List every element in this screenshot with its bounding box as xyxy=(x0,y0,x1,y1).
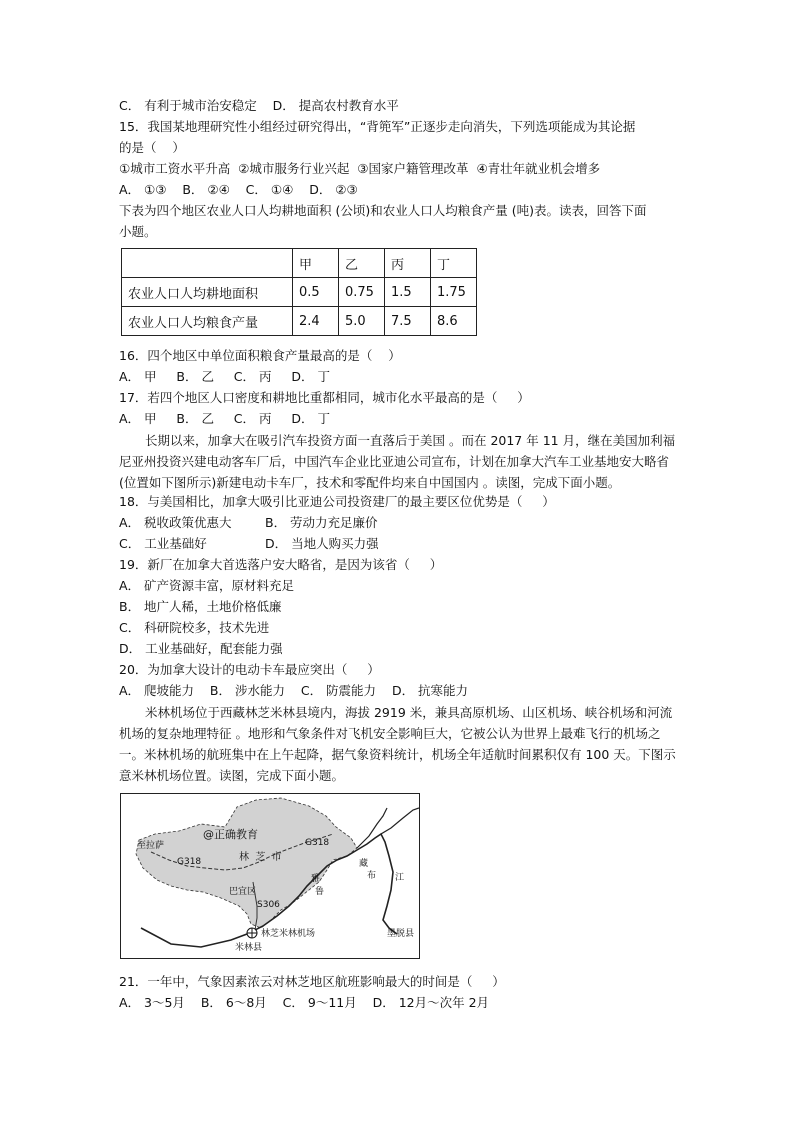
q19-option-b: B． 地广人稀，土地价格低廉 xyxy=(119,599,282,614)
milin-airport-map xyxy=(120,793,420,959)
q21-options: A． 3～5月 B． 6～8月 C． 9～11月 D． 12月～次年 2月 xyxy=(119,995,490,1010)
map-label-bayi: 巴宜区 xyxy=(229,887,257,897)
q18-option-a: A． 税收政策优惠大 xyxy=(119,515,232,530)
q18-stem: 18．与美国相比，加拿大吸引比亚迪公司投资建厂的最主要区位优势是（ ） xyxy=(119,494,555,509)
map-label-linzhi: 林 芝 市 xyxy=(239,852,282,863)
table-header-cell: 丁 xyxy=(431,249,477,278)
q16-options: A． 甲 B． 乙 C． 丙 D． 丁 xyxy=(119,369,330,384)
table-header-cell xyxy=(122,249,293,278)
table-cell: 1.75 xyxy=(431,278,477,307)
q19-option-a: A． 矿产资源丰富，原材料充足 xyxy=(119,578,295,593)
table-cell: 1.5 xyxy=(385,278,431,307)
map-label-medog: 墨脱县 xyxy=(387,929,415,939)
map-label-zangbu-3: 江 xyxy=(395,873,405,883)
map-label-zangbu-2: 布 xyxy=(367,871,377,881)
table-cell: 8.6 xyxy=(431,307,477,336)
table-row xyxy=(122,307,477,336)
q19-option-c: C． 科研院校多，技术先进 xyxy=(119,620,270,635)
q15-options: A． ①③ B． ②④ C． ①④ D． ②③ xyxy=(119,182,358,197)
q17-stem: 17．若四个地区人口密度和耕地比重都相同，城市化水平最高的是（ ） xyxy=(119,390,530,405)
table-row-label: 农业人口人均粮食产量 xyxy=(122,307,293,336)
table-header-cell: 丙 xyxy=(385,249,431,278)
table-cell: 0.5 xyxy=(293,278,339,307)
river-east-branch xyxy=(381,808,419,834)
q19-option-d: D． 工业基础好，配套能力强 xyxy=(119,641,283,656)
table-intro-line1: 下表为四个地区农业人口人均耕地面积 (公顷)和农业人口人均粮食产量 (吨)表。读表，回答下面 xyxy=(119,203,647,218)
table-cell: 7.5 xyxy=(385,307,431,336)
q20-stem: 20．为加拿大设计的电动卡车最应突出（ ） xyxy=(119,662,380,677)
linzhi-region xyxy=(136,798,357,928)
map-watermark: @正确教育 xyxy=(203,828,258,841)
map-label-s306: S306 xyxy=(257,900,280,910)
farming-data-table xyxy=(121,248,477,336)
q19-stem: 19．新厂在加拿大首选落户安大略省，是因为该省（ ） xyxy=(119,557,443,572)
q15-statements: ①城市工资水平升高 ②城市服务行业兴起 ③国家户籍管理改革 ④青壮年就业机会增多 xyxy=(119,161,601,176)
q21-stem: 21．一年中，气象因素浓云对林芝地区航班影响最大的时间是（ ） xyxy=(119,974,505,989)
table-cell: 2.4 xyxy=(293,307,339,336)
canada-passage: 长期以来，加拿大在吸引汽车投资方面一直落后于美国 。而在 2017 年 11 月，继在美国加利福尼亚州投资兴建电动客车厂后，中国汽车企业比亚迪公司宣布，计划在加拿大汽车工业基地安大略省(位置如下图所示)新建电动卡车厂，技术和零配件均来自中国国内 。读图，完成下面小题。 xyxy=(119,433,676,490)
map-label-g318-right: G318 xyxy=(305,838,330,848)
map-label-g318-left: G318 xyxy=(177,857,202,867)
q18-option-d: D． 当地人购买力强 xyxy=(265,536,379,551)
table-row-label: 农业人口人均耕地面积 xyxy=(122,278,293,307)
q15-stem-line1: 15．我国某地理研究性小组经过研究得出，“背篼军”正逐步走向消失，下列选项能成为其论据 xyxy=(119,119,636,134)
table-intro-line2: 小题。 xyxy=(119,224,157,239)
q14-options-cd: C． 有利于城市治安稳定 D． 提高农村教育水平 xyxy=(119,98,399,113)
q18-option-c: C． 工业基础好 xyxy=(119,536,207,551)
q18-option-b: B． 劳动力充足廉价 xyxy=(265,515,378,530)
map-label-airport: 林芝米林机场 xyxy=(261,929,316,939)
map-label-yarlung-2: 鲁 xyxy=(315,887,325,897)
table-header-cell: 乙 xyxy=(339,249,385,278)
table-header-row xyxy=(122,249,477,278)
milin-passage: 米林机场位于西藏林芝米林县境内，海拔 2919 米，兼具高原机场、山区机场、峡谷机场和河流机场的复杂地理特征 。地形和气象条件对飞机安全影响巨大，它被公认为世界上最难飞行的机场之一。米林机场的航班集中在上午起降，据气象资料统计，机场全年适航时间累积仅有 100 天。下图示意米林机场位置。读图，完成下面小题。 xyxy=(119,705,676,783)
map-label-zangbu-1: 藏 xyxy=(359,859,369,869)
q15-stem-line2: 的是（ ） xyxy=(119,140,185,155)
table-row xyxy=(122,278,477,307)
map-label-yarlung-1: 雅 xyxy=(311,874,321,884)
q20-options: A． 爬坡能力 B． 涉水能力 C． 防震能力 D． 抗寒能力 xyxy=(119,683,469,698)
map-label-milin-county: 米林县 xyxy=(235,943,263,953)
table-header-cell: 甲 xyxy=(293,249,339,278)
map-label-to-lhasa: 至拉萨 xyxy=(137,841,165,851)
table-cell: 0.75 xyxy=(339,278,385,307)
q16-stem: 16．四个地区中单位面积粮食产量最高的是（ ） xyxy=(119,348,401,363)
river-upper-branch xyxy=(357,808,387,848)
table-cell: 5.0 xyxy=(339,307,385,336)
q17-options: A． 甲 B． 乙 C． 丙 D． 丁 xyxy=(119,411,330,426)
